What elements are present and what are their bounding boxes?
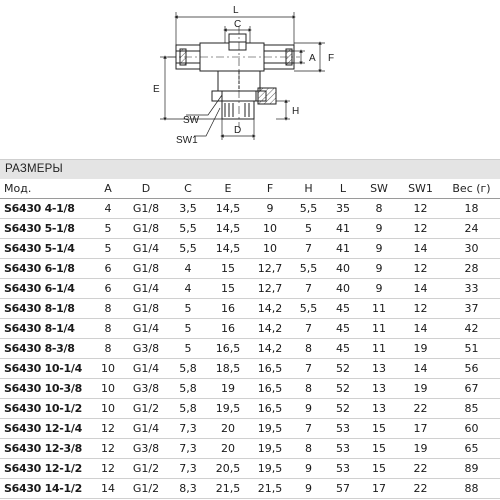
fitting-diagram xyxy=(0,0,500,152)
technical-drawing xyxy=(0,0,500,152)
table-cell: 12 xyxy=(413,302,428,315)
table-cell: 6 xyxy=(104,262,112,275)
table-cell: G1/8 xyxy=(132,262,160,275)
table-cell: 20 xyxy=(221,442,235,455)
table-cell: 8 xyxy=(104,302,112,315)
table-cell: 8 xyxy=(305,382,312,395)
table-cell: 14 xyxy=(413,282,428,295)
table-cell: 7 xyxy=(305,362,312,375)
table-cell: 15 xyxy=(372,462,386,475)
model-cell: S6430 5-1/8 xyxy=(4,222,75,235)
model-cell: S6430 14-1/2 xyxy=(4,482,82,495)
column-header: E xyxy=(207,179,249,199)
table-cell: 45 xyxy=(336,302,350,315)
table-cell: 7,3 xyxy=(179,442,197,455)
table-cell: G1/4 xyxy=(132,242,160,255)
table-cell: 7 xyxy=(305,282,312,295)
table-cell: 15 xyxy=(372,442,386,455)
table-cell: 8 xyxy=(305,442,312,455)
table-cell: 14,5 xyxy=(215,242,241,255)
table-cell: 19 xyxy=(413,442,428,455)
table-cell: 16 xyxy=(221,322,235,335)
table-cell: 22 xyxy=(413,462,428,475)
table-cell: 8 xyxy=(104,322,112,335)
column-header: Мод. xyxy=(0,179,93,199)
dim-label-e: E xyxy=(153,84,160,95)
dim-label-a: A xyxy=(309,53,316,64)
table-cell: 3,5 xyxy=(179,202,197,215)
table-cell: 14 xyxy=(101,482,115,495)
table-row xyxy=(0,339,500,359)
table-cell: 7 xyxy=(305,322,312,335)
table-cell: G1/8 xyxy=(132,302,160,315)
table-cell: 19,5 xyxy=(215,402,241,415)
table-cell: 10 xyxy=(101,402,115,415)
table-cell: 14,2 xyxy=(257,342,283,355)
table-cell: 16,5 xyxy=(257,382,283,395)
table-cell: 40 xyxy=(336,282,350,295)
table-cell: 5,5 xyxy=(179,242,197,255)
table-header-row xyxy=(0,179,500,199)
table-cell: 24 xyxy=(464,222,479,235)
table-cell: 9 xyxy=(305,402,312,415)
column-header: H xyxy=(291,179,326,199)
table-row xyxy=(0,299,500,319)
table-row xyxy=(0,419,500,439)
table-cell: G1/4 xyxy=(132,282,160,295)
column-header: C xyxy=(169,179,207,199)
table-cell: 5,5 xyxy=(299,302,318,315)
table-cell: 15 xyxy=(372,422,386,435)
column-header: Вес (г) xyxy=(443,179,500,199)
table-cell: 16,5 xyxy=(257,362,283,375)
dimensions-table-section xyxy=(0,159,500,499)
model-cell: S6430 12-1/2 xyxy=(4,462,82,475)
model-cell: S6430 10-3/8 xyxy=(4,382,82,395)
table-cell: 10 xyxy=(263,242,277,255)
table-cell: 7 xyxy=(305,422,312,435)
column-header: A xyxy=(93,179,123,199)
table-cell: 5,5 xyxy=(299,262,318,275)
table-cell: 9 xyxy=(375,262,383,275)
dim-label-sw1: SW1 xyxy=(176,135,198,146)
table-cell: 52 xyxy=(336,402,350,415)
table-cell: 5,5 xyxy=(299,202,318,215)
table-cell: 5 xyxy=(184,342,192,355)
table-cell: G3/8 xyxy=(132,382,160,395)
table-cell: 10 xyxy=(101,362,115,375)
table-cell: 12 xyxy=(413,222,428,235)
table-cell: 14 xyxy=(413,322,428,335)
table-cell: 45 xyxy=(336,322,350,335)
table-cell: 4 xyxy=(104,202,112,215)
table-cell: 45 xyxy=(336,342,350,355)
table-row xyxy=(0,459,500,479)
table-cell: 16,5 xyxy=(215,342,241,355)
table-cell: 16,5 xyxy=(257,402,283,415)
model-cell: S6430 6-1/8 xyxy=(4,262,75,275)
table-cell: G3/8 xyxy=(132,342,160,355)
table-cell: 12 xyxy=(101,462,115,475)
table-cell: 12 xyxy=(413,202,428,215)
dimensions-table xyxy=(0,179,500,499)
table-cell: 14,5 xyxy=(215,202,241,215)
table-cell: 65 xyxy=(464,442,479,455)
model-cell: S6430 10-1/4 xyxy=(4,362,82,375)
table-cell: 51 xyxy=(464,342,479,355)
table-cell: 9 xyxy=(305,462,312,475)
table-cell: 5 xyxy=(305,222,312,235)
table-cell: 5,8 xyxy=(179,362,197,375)
table-cell: G1/8 xyxy=(132,222,160,235)
table-cell: 5,5 xyxy=(179,222,197,235)
table-row xyxy=(0,199,500,219)
table-cell: 5 xyxy=(104,222,112,235)
column-header: D xyxy=(123,179,169,199)
table-cell: 21,5 xyxy=(257,482,283,495)
table-row xyxy=(0,439,500,459)
table-cell: 8,3 xyxy=(179,482,197,495)
table-cell: 37 xyxy=(464,302,479,315)
table-cell: 19,5 xyxy=(257,422,283,435)
table-cell: 12 xyxy=(413,262,428,275)
table-cell: 19 xyxy=(413,382,428,395)
table-row xyxy=(0,379,500,399)
table-cell: 14 xyxy=(413,242,428,255)
table-cell: G1/4 xyxy=(132,422,160,435)
table-cell: 12 xyxy=(101,422,115,435)
table-cell: G1/4 xyxy=(132,362,160,375)
model-cell: S6430 5-1/4 xyxy=(4,242,75,255)
table-body xyxy=(0,199,500,499)
table-cell: 11 xyxy=(372,302,386,315)
table-cell: 8 xyxy=(375,202,383,215)
table-cell: 30 xyxy=(464,242,479,255)
table-cell: 19 xyxy=(221,382,235,395)
table-cell: 6 xyxy=(104,282,112,295)
table-cell: 5 xyxy=(184,302,192,315)
table-cell: G1/2 xyxy=(132,462,160,475)
column-header: L xyxy=(326,179,360,199)
table-cell: 9 xyxy=(375,222,383,235)
table-cell: 15 xyxy=(221,262,235,275)
dim-label-d: D xyxy=(234,125,242,136)
table-row xyxy=(0,399,500,419)
table-cell: 8 xyxy=(305,342,312,355)
table-cell: 20 xyxy=(221,422,235,435)
table-cell: 17 xyxy=(413,422,428,435)
model-cell: S6430 12-1/4 xyxy=(4,422,82,435)
table-cell: 5,8 xyxy=(179,382,197,395)
table-cell: 5 xyxy=(104,242,112,255)
table-cell: 7 xyxy=(305,242,312,255)
table-cell: 7,3 xyxy=(179,462,197,475)
model-cell: S6430 8-1/4 xyxy=(4,322,75,335)
table-row xyxy=(0,219,500,239)
table-row xyxy=(0,479,500,499)
table-cell: 19,5 xyxy=(257,442,283,455)
table-cell: 4 xyxy=(184,282,192,295)
table-cell: 56 xyxy=(464,362,479,375)
table-cell: 85 xyxy=(464,402,479,415)
table-cell: 33 xyxy=(464,282,479,295)
table-cell: 12,7 xyxy=(257,262,283,275)
model-cell: S6430 10-1/2 xyxy=(4,402,82,415)
fitting-outline xyxy=(168,26,300,128)
table-cell: 9 xyxy=(375,242,383,255)
table-cell: 4 xyxy=(184,262,192,275)
table-cell: G1/2 xyxy=(132,402,160,415)
table-cell: 14,2 xyxy=(257,302,283,315)
table-cell: 9 xyxy=(375,282,383,295)
table-cell: 19 xyxy=(413,342,428,355)
table-title: РАЗМЕРЫ xyxy=(0,159,500,179)
model-cell: S6430 4-1/8 xyxy=(4,202,75,215)
table-cell: 20,5 xyxy=(215,462,241,475)
table-cell: 89 xyxy=(464,462,479,475)
table-cell: 5,8 xyxy=(179,402,197,415)
table-cell: 41 xyxy=(336,242,350,255)
table-cell: 52 xyxy=(336,362,350,375)
table-cell: 40 xyxy=(336,262,350,275)
table-cell: 15 xyxy=(221,282,235,295)
table-cell: 7,3 xyxy=(179,422,197,435)
table-cell: 19,5 xyxy=(257,462,283,475)
table-cell: 14,5 xyxy=(215,222,241,235)
table-cell: 57 xyxy=(336,482,350,495)
table-cell: 21,5 xyxy=(215,482,241,495)
table-cell: G1/4 xyxy=(132,322,160,335)
table-cell: 18,5 xyxy=(215,362,241,375)
table-cell: 5 xyxy=(184,322,192,335)
table-cell: G1/8 xyxy=(132,202,160,215)
table-cell: 13 xyxy=(372,402,386,415)
table-cell: 53 xyxy=(336,422,350,435)
table-cell: 14,2 xyxy=(257,322,283,335)
table-row xyxy=(0,359,500,379)
table-cell: 14 xyxy=(413,362,428,375)
table-cell: 22 xyxy=(413,482,428,495)
model-cell: S6430 8-1/8 xyxy=(4,302,75,315)
table-cell: 35 xyxy=(336,202,350,215)
table-row xyxy=(0,279,500,299)
table-cell: 42 xyxy=(464,322,479,335)
table-row xyxy=(0,259,500,279)
column-header: SW xyxy=(360,179,398,199)
table-cell: G1/2 xyxy=(132,482,160,495)
table-cell: 13 xyxy=(372,382,386,395)
table-cell: 18 xyxy=(464,202,479,215)
table-row xyxy=(0,319,500,339)
table-cell: 12,7 xyxy=(257,282,283,295)
table-cell: 88 xyxy=(464,482,479,495)
dim-label-sw: SW xyxy=(183,115,200,126)
dim-label-h: H xyxy=(292,106,300,117)
model-cell: S6430 6-1/4 xyxy=(4,282,75,295)
table-cell: 41 xyxy=(336,222,350,235)
table-cell: 10 xyxy=(263,222,277,235)
table-cell: 53 xyxy=(336,462,350,475)
table-cell: 10 xyxy=(101,382,115,395)
table-cell: 16 xyxy=(221,302,235,315)
model-cell: S6430 12-3/8 xyxy=(4,442,82,455)
table-cell: 11 xyxy=(372,342,386,355)
table-cell: 11 xyxy=(372,322,386,335)
dim-label-l: L xyxy=(233,5,239,16)
model-cell: S6430 8-3/8 xyxy=(4,342,75,355)
table-cell: 28 xyxy=(464,262,479,275)
table-cell: 53 xyxy=(336,442,350,455)
dim-label-f: F xyxy=(328,53,335,64)
table-cell: 67 xyxy=(464,382,479,395)
table-cell: 22 xyxy=(413,402,428,415)
table-cell: 8 xyxy=(104,342,112,355)
table-cell: 9 xyxy=(266,202,274,215)
table-cell: 52 xyxy=(336,382,350,395)
table-row xyxy=(0,239,500,259)
column-header: SW1 xyxy=(398,179,443,199)
table-cell: G3/8 xyxy=(132,442,160,455)
dim-label-c: C xyxy=(234,19,242,30)
table-cell: 12 xyxy=(101,442,115,455)
table-cell: 9 xyxy=(305,482,312,495)
table-cell: 13 xyxy=(372,362,386,375)
table-cell: 17 xyxy=(372,482,386,495)
column-header: F xyxy=(249,179,291,199)
table-cell: 60 xyxy=(464,422,479,435)
